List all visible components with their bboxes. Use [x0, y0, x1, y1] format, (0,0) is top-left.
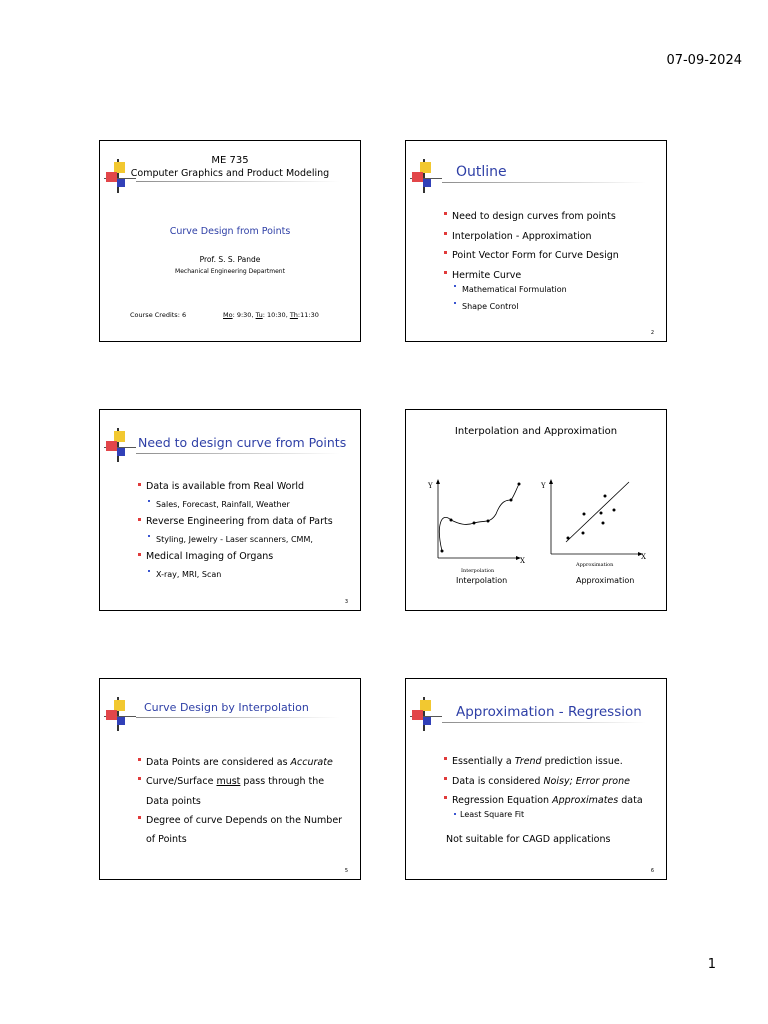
slide-note: Not suitable for CAGD applications — [446, 834, 611, 845]
bullet-list — [444, 752, 658, 811]
slide-number: 3 — [344, 599, 348, 605]
page-number: 1 — [707, 957, 716, 972]
caption-approximation: Approximation — [576, 576, 635, 585]
title-rule — [136, 453, 340, 454]
list-item: Essentially a Trend prediction issue. — [444, 752, 658, 772]
data-point — [600, 512, 603, 515]
interpolation-approximation-figure — [426, 476, 651, 576]
logo-icon — [104, 428, 136, 462]
data-point — [613, 509, 616, 512]
interpolation-plot — [427, 479, 525, 574]
slide-6 — [405, 678, 667, 880]
axis-x-label: X — [641, 553, 646, 561]
slide-title: Outline — [456, 164, 507, 180]
list-subitem: Styling, Jewelry - Laser scanners, CMM, — [138, 531, 352, 549]
list-item: Data is available from Real World — [138, 478, 352, 496]
list-item: Interpolation - Approximation — [444, 227, 658, 247]
axis-y-label: Y — [428, 482, 433, 490]
axis-x-label: X — [520, 557, 525, 565]
data-point — [450, 519, 453, 522]
logo-icon — [410, 159, 442, 193]
slide-topic: Curve Design from Points — [169, 226, 291, 237]
slide-1 — [99, 140, 361, 342]
data-point — [583, 513, 586, 516]
list-item: Curve/Surface must pass through the Data points — [138, 772, 352, 811]
list-item: Hermite Curve — [444, 266, 658, 286]
list-item: Reverse Engineering from data of Parts — [138, 513, 352, 531]
logo-icon — [104, 697, 136, 731]
slide-number: 5 — [344, 868, 348, 874]
title-rule — [442, 722, 646, 723]
y-axis-arrow — [436, 479, 440, 484]
slide-5 — [99, 678, 361, 880]
list-item: Data is considered Noisy; Error prone — [444, 772, 658, 792]
bullet-list — [138, 478, 352, 583]
interpolating-curve — [439, 484, 519, 551]
slide-4 — [405, 409, 667, 611]
data-point — [602, 522, 605, 525]
data-point — [473, 522, 476, 525]
department: Mechanical Engineering Department — [175, 268, 285, 275]
list-item: Degree of curve Depends on the Number of Points — [138, 811, 352, 850]
axis-y-label: Y — [541, 482, 546, 490]
course-title: Computer Graphics and Product Modeling — [130, 168, 330, 179]
slide-number: 2 — [650, 330, 654, 336]
slide-number: 6 — [650, 868, 654, 874]
header-date: 07-09-2024 — [666, 53, 742, 68]
title-rule — [442, 182, 646, 183]
slide-3 — [99, 409, 361, 611]
sub-bullet-list — [444, 809, 658, 821]
list-subitem: Least Square Fit — [444, 809, 658, 821]
y-axis-arrow — [549, 479, 553, 484]
caption-interpolation: Interpolation — [456, 576, 508, 585]
logo-icon — [410, 697, 442, 731]
course-code: ME 735 — [211, 155, 249, 166]
slide-title: Need to design curve from Points — [138, 435, 347, 450]
schedule: Mo: 9:30, Tu: 10:30, Th:11:30 — [223, 311, 319, 319]
list-subitem: Shape Control — [444, 298, 658, 315]
fig-approximation-label: Approximation — [576, 562, 614, 568]
list-item: Data Points are considered as Accurate — [138, 753, 352, 772]
list-item: Medical Imaging of Organs — [138, 548, 352, 566]
title-rule — [136, 181, 340, 182]
data-point — [510, 499, 513, 502]
list-subitem: Sales, Forecast, Rainfall, Weather — [138, 496, 352, 514]
list-item: Need to design curves from points — [444, 207, 658, 227]
course-credits: Course Credits: 6 — [130, 311, 187, 319]
bullet-list — [444, 207, 658, 285]
sub-bullet-list — [444, 281, 658, 315]
data-point — [582, 532, 585, 535]
data-point — [518, 483, 521, 486]
bullet-list — [138, 753, 352, 849]
slide-2 — [405, 140, 667, 342]
data-point — [567, 537, 570, 540]
data-point — [441, 550, 444, 553]
data-point — [487, 520, 490, 523]
slide-title: Interpolation and Approximation — [454, 426, 618, 437]
author: Prof. S. S. Pande — [199, 255, 261, 264]
list-subitem: X-ray, MRI, Scan — [138, 566, 352, 584]
slide-title: Approximation - Regression — [456, 704, 642, 720]
regression-line — [566, 482, 629, 542]
title-rule — [136, 717, 340, 718]
list-item: Regression Equation Approximates data — [444, 791, 658, 811]
slide-title: Curve Design by Interpolation — [144, 701, 309, 714]
list-subitem: Mathematical Formulation — [444, 281, 658, 298]
fig-interpolation-label: Interpolation — [461, 568, 495, 574]
list-item: Point Vector Form for Curve Design — [444, 246, 658, 266]
data-point — [604, 495, 607, 498]
approximation-plot — [540, 479, 646, 568]
